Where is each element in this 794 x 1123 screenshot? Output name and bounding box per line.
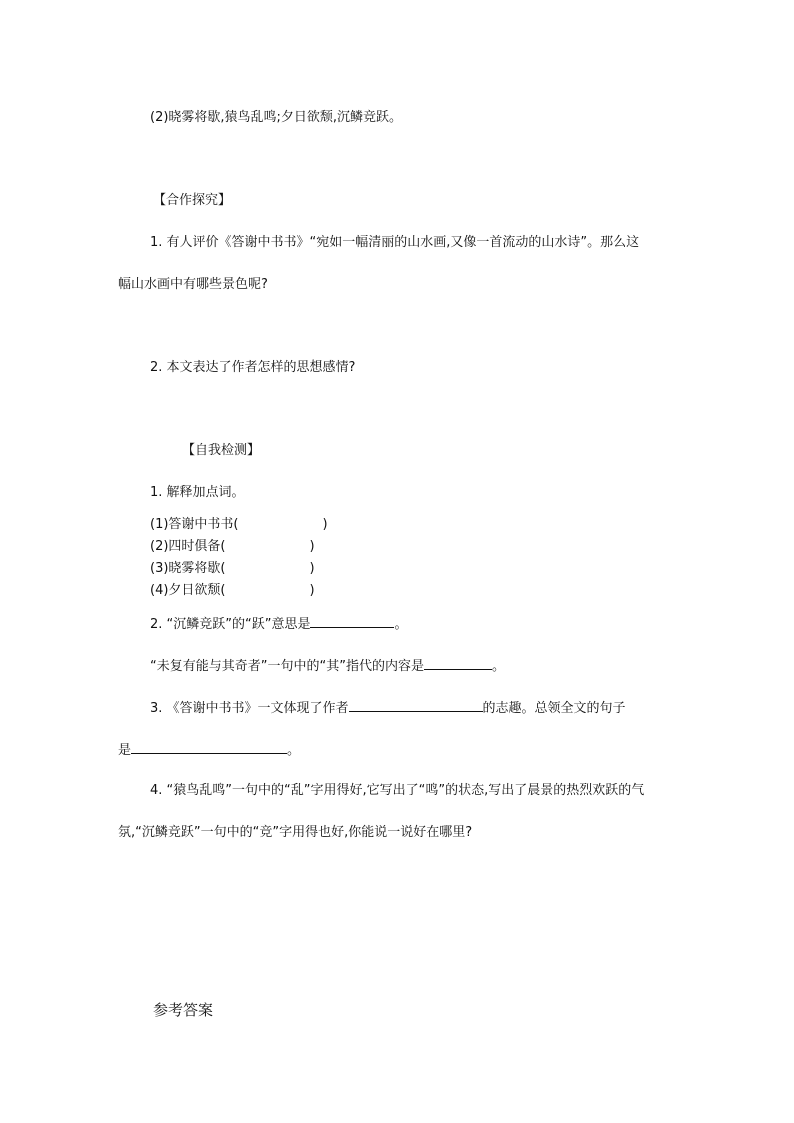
answer-blank[interactable] — [349, 698, 483, 712]
selfcheck-q2-line1-text: 2. “沉鳞竞跃”的“跃”意思是 — [150, 617, 311, 632]
selfcheck-q1-item-close: ) — [309, 561, 315, 576]
selfcheck-q3-line2 — [118, 740, 300, 760]
selfcheck-q3-line2-text: 是 — [118, 743, 132, 758]
answer-blank[interactable] — [424, 656, 492, 670]
answer-blank[interactable] — [131, 740, 287, 754]
selfcheck-q1-title: 1. 解释加点词。 — [150, 485, 245, 500]
selfcheck-q4-line2: 氛,“沉鳞竞跃”一句中的“竞”字用得也好,你能说一说好在哪里? — [118, 825, 473, 840]
selfcheck-q1-item-text: (4)夕日欲颓( — [150, 583, 226, 598]
selfcheck-q1-item — [150, 538, 315, 556]
coop-q2: 2. 本文表达了作者怎样的思想感情? — [150, 360, 356, 375]
coop-q1-line1: 1. 有人评价《答谢中书书》“宛如一幅清丽的山水画,又像一首流动的山水诗”。那么这 — [150, 235, 640, 250]
selfcheck-q1-item — [150, 516, 328, 534]
selfcheck-q2-line1-end: 。 — [394, 617, 408, 632]
selfcheck-q3-line1 — [150, 698, 626, 718]
selfcheck-q1-item — [150, 582, 315, 600]
selfcheck-q2-line2-end: 。 — [491, 659, 505, 674]
selfcheck-heading: 【自我检测】 — [182, 443, 261, 458]
selfcheck-q1-item-close: ) — [322, 517, 328, 532]
selfcheck-q2-line1 — [150, 614, 408, 634]
selfcheck-q3-line2-end: 。 — [287, 743, 301, 758]
answers-heading: 参考答案 — [153, 1001, 214, 1019]
coop-heading: 【合作探究】 — [153, 193, 232, 208]
coop-q1-line2: 幅山水画中有哪些景色呢? — [118, 277, 268, 292]
selfcheck-q4-line1: 4. “猿鸟乱鸣”一句中的“乱”字用得好,它写出了“鸣”的状态,写出了晨景的热烈欢跃的气 — [150, 783, 645, 798]
selfcheck-q1-item-text: (3)晓雾将歇( — [150, 561, 226, 576]
intro-line: (2)晓雾将歇,猿鸟乱鸣;夕日欲颓,沉鳞竞跃。 — [150, 110, 403, 125]
selfcheck-q2-line2 — [150, 656, 505, 676]
answer-blank[interactable] — [310, 614, 394, 628]
selfcheck-q1-item — [150, 560, 315, 578]
selfcheck-q1-item-close: ) — [309, 583, 315, 598]
selfcheck-q2-line2-text: “未复有能与其奇者”一句中的“其”指代的内容是 — [150, 659, 424, 674]
selfcheck-q3-line1-end: 的志趣。总领全文的句子 — [482, 701, 626, 716]
selfcheck-q1-item-text: (1)答谢中书书( — [150, 517, 239, 532]
selfcheck-q3-line1-text: 3. 《答谢中书书》一文体现了作者 — [150, 701, 349, 716]
selfcheck-q1-item-text: (2)四时俱备( — [150, 539, 226, 554]
selfcheck-q1-item-close: ) — [309, 539, 315, 554]
